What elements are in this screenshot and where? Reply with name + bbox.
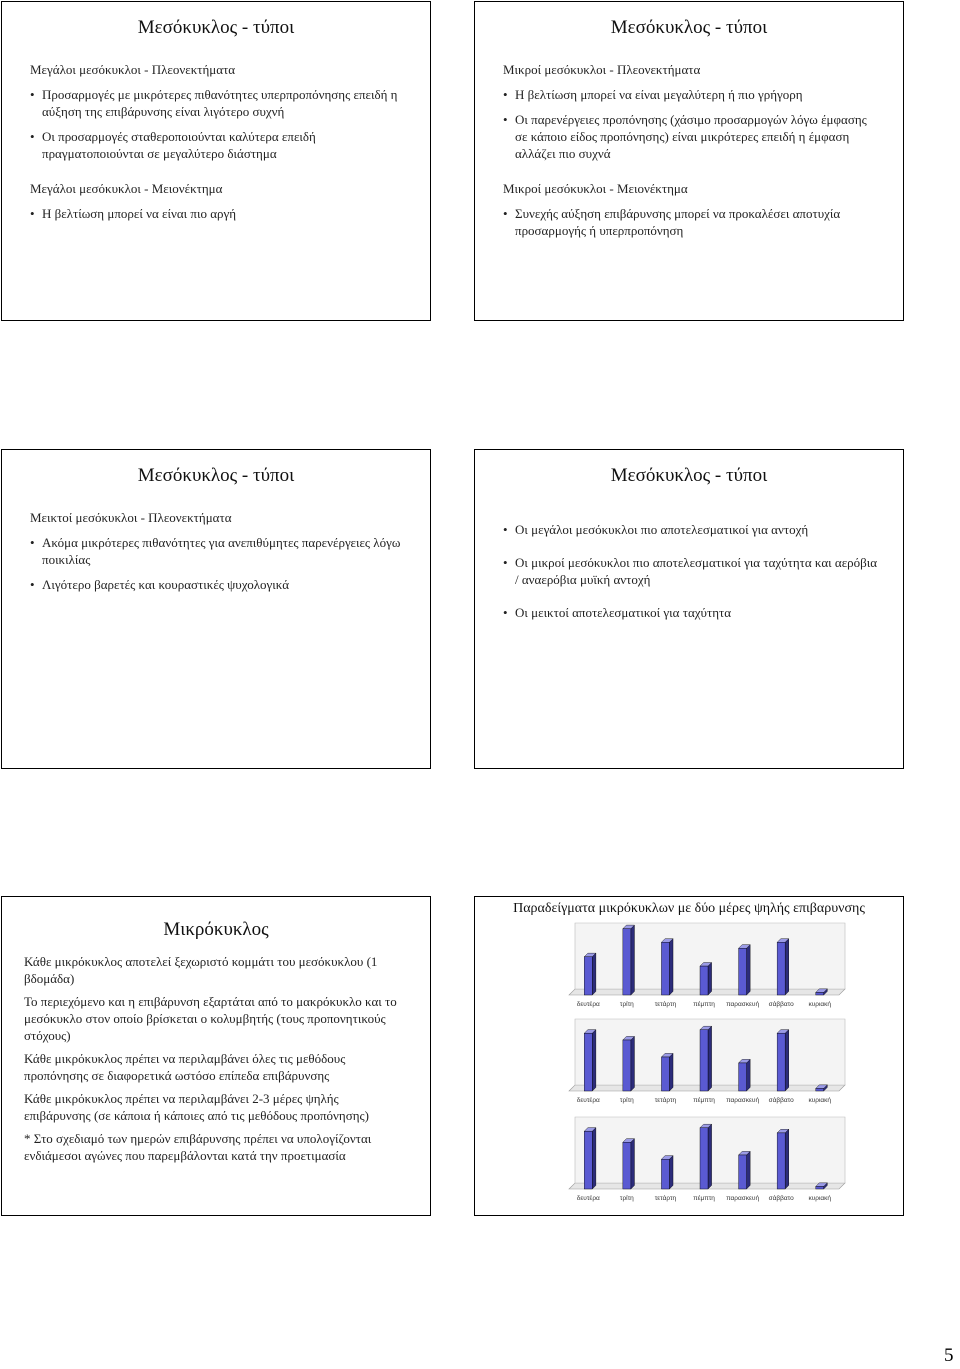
bar-side: [631, 1139, 635, 1189]
bullet-item: • Συνεχής αύξηση επιβάρυνσης μπορεί να προκαλέσει αποτυχία προσαρμογής ή υπερπροπόνηση: [503, 205, 881, 239]
bar-front: [623, 1040, 631, 1091]
bar: [623, 1139, 635, 1189]
slide-title: Μεσόκυκλος - τύποι: [137, 17, 295, 38]
bar-side: [785, 939, 789, 995]
bullet-list: [30, 205, 408, 222]
bar-front: [700, 1030, 708, 1091]
bullet-item: • Οι μεικτοί αποτελεσματικοί για ταχύτητα: [503, 604, 881, 621]
x-tick-label: παρασκευή: [726, 1195, 760, 1202]
x-tick-label: σάββατο: [768, 1097, 794, 1104]
bar: [661, 1053, 673, 1091]
x-tick-label: σάββατο: [768, 1195, 794, 1202]
bar-side: [669, 1156, 673, 1189]
bar-front: [661, 942, 669, 995]
paragraph: * Στο σχεδιαμό των ημερών επιβάρυνσης πρέπει να υπολογίζονται ενδιάμεσοι αγώνες που παρεμβάλονται κατά την προετιμασία: [24, 1131, 372, 1163]
bullet-list: [30, 534, 408, 593]
paragraph: Το περιεχόμενο και η επιβάρυνση εξαρτάται από το μακρόκυκλο και το μεσόκυκλο στον οποίο βρίσκεται ο κολυμβητής (τους προπονητικούς στόχους): [24, 994, 397, 1043]
bar-side: [592, 1128, 596, 1189]
bar: [700, 1026, 712, 1091]
bar: [623, 925, 635, 995]
bar: [739, 1151, 751, 1189]
bar-side: [592, 1030, 596, 1091]
slide-3: [1, 449, 431, 769]
x-tick-label: πέμπτη: [693, 1097, 715, 1104]
bar: [661, 939, 673, 995]
section-heading: Μεγάλοι μεσόκυκλοι - Μειονέκτημα: [30, 181, 223, 196]
section-heading: Μεγάλοι μεσόκυκλοι - Πλεονεκτήματα: [30, 62, 236, 77]
x-tick-label: δευτέρα: [576, 1001, 600, 1008]
bar-front: [816, 1088, 824, 1091]
bullet-list: [503, 521, 881, 621]
bullet-item: • Ακόμα μικρότερες πιθανότητες για ανεπιθύμητες παρενέργειες λόγω ποικιλίας: [30, 534, 408, 568]
bar-chart-plot: [553, 1115, 853, 1195]
bar-front: [700, 1128, 708, 1189]
x-tick-label: δευτέρα: [576, 1195, 600, 1202]
bar-side: [708, 1124, 712, 1189]
paragraph: Κάθε μικρόκυκλος πρέπει να περιλαμβάνει 2-3 μέρες ψηλής επιβάρυνσης (σε κάποια ή κάποιες από τις μεθόδους προπόνησης): [24, 1091, 370, 1123]
bar: [661, 1156, 673, 1189]
bar-front: [816, 992, 824, 995]
section-heading: Μικροί μεσόκυκλοι - Πλεονεκτήματα: [503, 62, 701, 77]
bar-chart-1: [553, 921, 853, 1008]
x-tick-label: κυριακή: [808, 1001, 832, 1008]
bar-front: [661, 1057, 669, 1091]
bullet-list: [30, 86, 408, 162]
bar: [700, 963, 712, 996]
bar-side: [592, 953, 596, 995]
bar-front: [777, 1033, 785, 1091]
section-heading: Μεικτοί μεσόκυκλοι - Πλεονεκτήματα: [30, 510, 232, 525]
bar: [584, 1030, 596, 1091]
x-axis-labels: [569, 1001, 839, 1008]
bar-chart-3: [553, 1115, 853, 1202]
x-tick-label: τρίτη: [619, 1001, 634, 1008]
bullet-item: • Λιγότερο βαρετές και κουραστικές ψυχολογικά: [30, 576, 408, 593]
bar-side: [669, 1053, 673, 1091]
slide-title: Μεσόκυκλος - τύποι: [610, 17, 768, 38]
paragraph: Κάθε μικρόκυκλος αποτελεί ξεχωριστό κομμάτι του μεσόκυκλου (1 βδομάδα): [24, 954, 378, 986]
slide-5: [1, 896, 431, 1216]
bar-front: [584, 1033, 592, 1091]
bar-front: [777, 942, 785, 995]
x-tick-label: τρίτη: [619, 1097, 634, 1104]
x-tick-label: δευτέρα: [576, 1097, 600, 1104]
bar-chart-plot: [553, 921, 853, 1001]
bullet-item: • Προσαρμογές με μικρότερες πιθανότητες υπερπροπόνησης επειδή η αύξηση της επιβάρυνσης είναι λιγότερο συχνή: [30, 86, 408, 120]
slide-title: Μεσόκυκλος - τύποι: [137, 465, 295, 486]
x-tick-label: τετάρτη: [654, 1001, 677, 1008]
bar: [777, 1129, 789, 1189]
bar: [777, 1030, 789, 1091]
bar: [739, 945, 751, 995]
bullet-item: • Η βελτίωση μπορεί να είναι μεγαλύτερη ή πιο γρήγορη: [503, 86, 881, 103]
bar-side: [708, 1026, 712, 1091]
bullet-item: • Οι μικροί μεσόκυκλοι πιο αποτελεσματικοί για ταχύτητα και αερόβια / αναερόβια μυϊκή αντοχή: [503, 554, 881, 588]
bar: [623, 1036, 635, 1091]
bar-side: [708, 963, 712, 996]
bar-side: [785, 1129, 789, 1189]
bar-chart-2: [553, 1017, 853, 1104]
x-tick-label: τετάρτη: [654, 1097, 677, 1104]
bar-side: [631, 925, 635, 995]
bar-front: [816, 1186, 824, 1189]
bar-front: [623, 929, 631, 995]
bar-side: [747, 945, 751, 995]
paragraph: Κάθε μικρόκυκλος πρέπει να περιλαμβάνει όλες τις μεθόδους προπόνησης σε διαφορετικά ωστόσο επίπεδα επιβάρυνσης: [24, 1051, 346, 1083]
bar-chart-plot: [553, 1017, 853, 1097]
bar-front: [739, 1155, 747, 1189]
x-tick-label: σάββατο: [768, 1001, 794, 1008]
bullet-item: • Η βελτίωση μπορεί να είναι πιο αργή: [30, 205, 408, 222]
section-heading: Μικροί μεσόκυκλοι - Μειονέκτημα: [503, 181, 688, 196]
bullet-item: • Οι προσαρμογές σταθεροποιούνται καλύτερα επειδή πραγματοποιούνται σε μεγαλύτερο διάστημα: [30, 128, 408, 162]
bullet-list: [503, 86, 881, 162]
bar: [700, 1124, 712, 1189]
bar: [777, 939, 789, 995]
x-tick-label: κυριακή: [808, 1097, 832, 1104]
slide-title: Παραδείγματα μικρόκυκλων με δύο μέρες ψηλής επιβαρυνσης: [513, 901, 865, 916]
slide-1: [1, 1, 431, 321]
x-tick-label: τρίτη: [619, 1195, 634, 1202]
bar-side: [785, 1030, 789, 1091]
page-number: 5: [944, 1345, 954, 1366]
bar-side: [747, 1059, 751, 1091]
slide-2: [474, 1, 904, 321]
x-axis-labels: [569, 1195, 839, 1202]
x-axis-labels: [569, 1097, 839, 1104]
x-tick-label: κυριακή: [808, 1195, 832, 1202]
bar: [739, 1059, 751, 1091]
bar: [584, 1128, 596, 1189]
bar-side: [669, 939, 673, 995]
x-tick-label: παρασκευή: [726, 1097, 760, 1104]
bar-side: [747, 1151, 751, 1189]
x-tick-label: παρασκευή: [726, 1001, 760, 1008]
bullet-list: [503, 205, 881, 239]
bullet-item: • Οι παρενέργειες προπόνησης (χάσιμο προσαρμογών λόγω έμφασης σε κάποιο είδος προπόνησης) είναι μικρότερες επειδή η έμφαση αλλάζει πιο συχνά: [503, 111, 881, 162]
slide-4: [474, 449, 904, 769]
x-tick-label: πέμπτη: [693, 1195, 715, 1202]
bar-front: [739, 948, 747, 995]
bar-front: [739, 1063, 747, 1091]
slide-title: Μεσόκυκλος - τύποι: [610, 465, 768, 486]
bar-front: [777, 1133, 785, 1189]
bar-front: [584, 957, 592, 995]
x-tick-label: πέμπτη: [693, 1001, 715, 1008]
slide-6: [474, 896, 904, 1216]
bar-front: [661, 1159, 669, 1189]
bar-front: [623, 1142, 631, 1189]
x-tick-label: τετάρτη: [654, 1195, 677, 1202]
bar-side: [631, 1036, 635, 1091]
bar: [584, 953, 596, 995]
bar-front: [700, 966, 708, 995]
slide-title: Μικρόκυκλος: [163, 919, 269, 940]
bullet-item: • Οι μεγάλοι μεσόκυκλοι πιο αποτελεσματικοί για αντοχή: [503, 521, 881, 538]
bar-front: [584, 1131, 592, 1189]
